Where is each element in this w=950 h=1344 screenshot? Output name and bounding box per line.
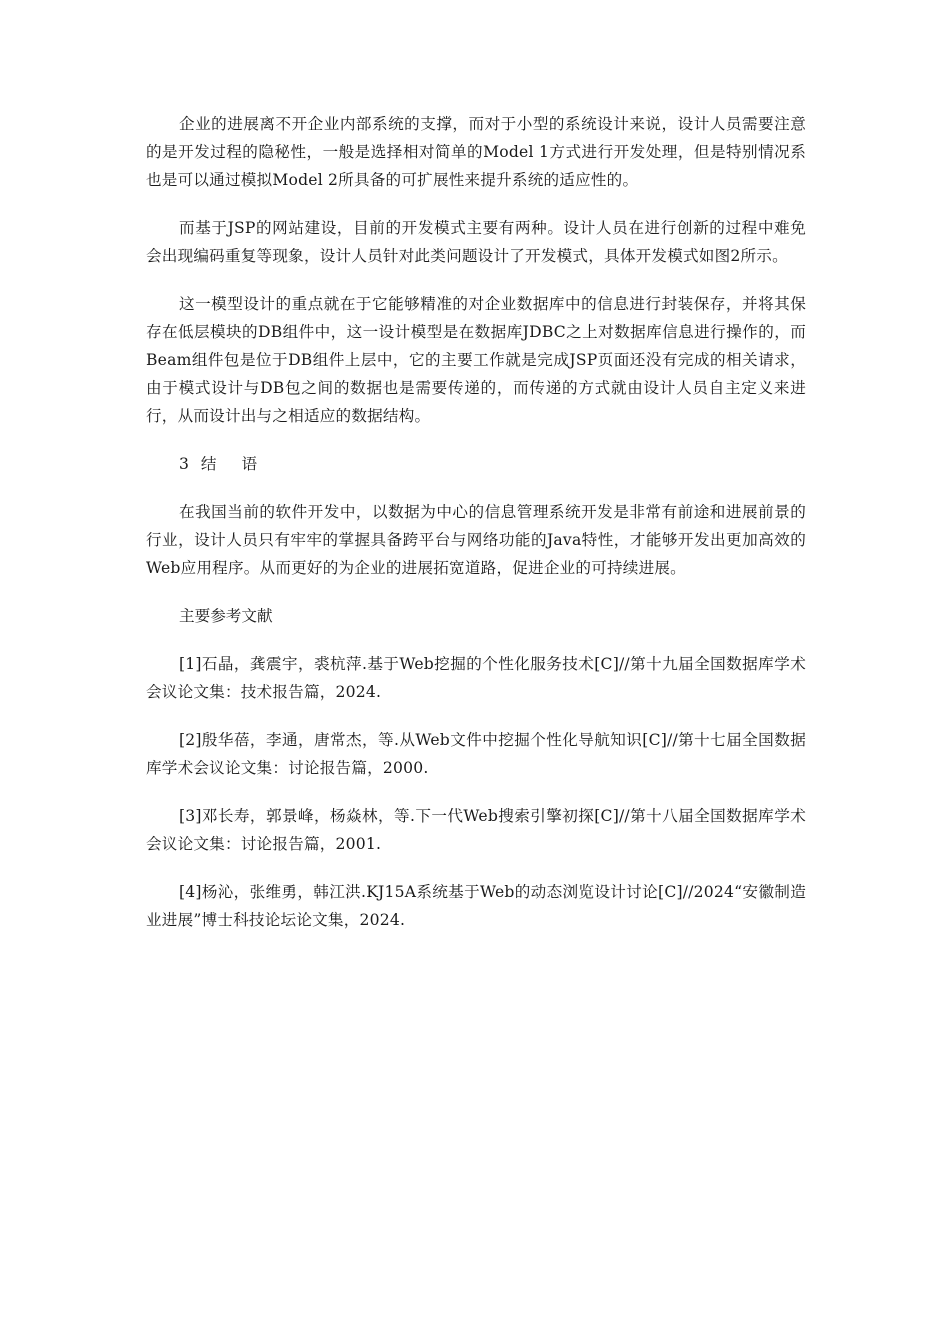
conclusion-paragraph: 在我国当前的软件开发中，以数据为中心的信息管理系统开发是非常有前途和进展前景的行业，设计人员只有牢牢的掌握具备跨平台与网络功能的Java特性，才能够开发出更加高效的Web应用程序。从而更好的为企业的进展拓宽道路，促进企业的可持续进展。: [146, 503, 806, 577]
document-page: [146, 110, 806, 954]
section-title: 结 语: [200, 455, 268, 473]
reference-item-2: [2]殷华蓓，李通，唐常杰，等.从Web文件中挖掘个性化导航知识[C]//第十七届全国数据库学术会议论文集：讨论报告篇，2000.: [146, 731, 806, 777]
reference-item-1: [1]石晶，龚震宇，裘杭萍.基于Web挖掘的个性化服务技术[C]//第十九届全国数据库学术会议论文集：技术报告篇，2024.: [146, 655, 806, 701]
body-paragraph-2: 而基于JSP的网站建设，目前的开发模式主要有两种。设计人员在进行创新的过程中难免会出现编码重复等现象，设计人员针对此类问题设计了开发模式，具体开发模式如图2所示。: [146, 219, 806, 265]
reference-item-4: [4]杨沁，张维勇，韩江洪.KJ15A系统基于Web的动态浏览设计讨论[C]//2024“安徽制造业进展”博士科技论坛论文集，2024.: [146, 883, 806, 929]
section-heading-conclusion: [146, 450, 806, 478]
body-paragraph-3: 这一模型设计的重点就在于它能够精准的对企业数据库中的信息进行封装保存，并将其保存在低层模块的DB组件中，这一设计模型是在数据库JDBC之上对数据库信息进行操作的，而Beam组件包是位于DB组件上层中，它的主要工作就是完成JSP页面还没有完成的相关请求，由于模式设计与DB包之间的数据也是需要传递的，而传递的方式就由设计人员自主定义来进行，从而设计出与之相适应的数据结构。: [146, 295, 806, 425]
body-paragraph-1: 企业的进展离不开企业内部系统的支撑，而对于小型的系统设计来说，设计人员需要注意的是开发过程的隐秘性，一般是选择相对简单的Model 1方式进行开发处理，但是特别情况系也是可以通过模拟Model 2所具备的可扩展性来提升系统的适应性的。: [146, 115, 806, 189]
references-heading: 主要参考文献: [179, 607, 273, 625]
section-number: 3: [179, 455, 189, 473]
reference-item-3: [3]邓长寿，郭景峰，杨焱林，等.下一代Web搜索引擎初探[C]//第十八届全国数据库学术会议论文集：讨论报告篇，2001.: [146, 807, 806, 853]
